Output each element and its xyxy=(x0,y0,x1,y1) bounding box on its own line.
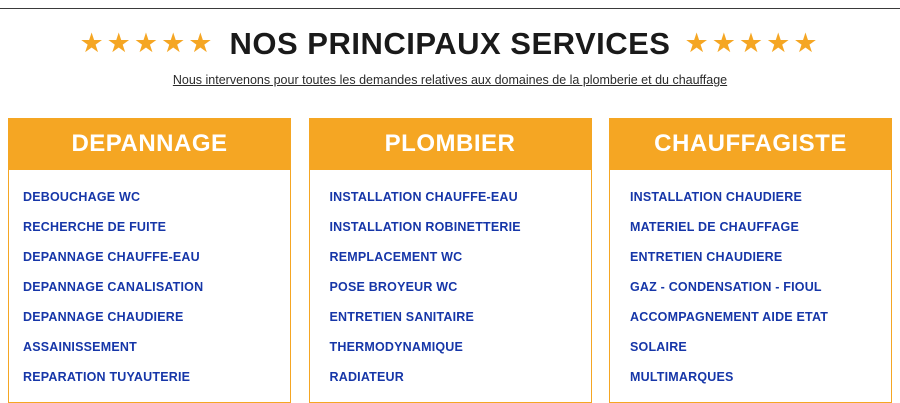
services-card-list xyxy=(0,118,900,403)
service-card-items xyxy=(610,170,891,402)
list-item[interactable]: RECHERCHE DE FUITE xyxy=(23,220,167,234)
list-item[interactable]: DEPANNAGE CANALISATION xyxy=(23,280,204,294)
list-item[interactable]: ACCOMPAGNEMENT AIDE ETAT xyxy=(630,310,829,324)
list-item[interactable]: DEPANNAGE CHAUDIERE xyxy=(23,310,184,324)
list-item[interactable]: DEBOUCHAGE WC xyxy=(23,190,141,204)
list-item[interactable]: MULTIMARQUES xyxy=(630,370,734,384)
list-item[interactable]: ASSAINISSEMENT xyxy=(23,340,137,354)
list-item[interactable]: REMPLACEMENT WC xyxy=(329,250,463,264)
service-card-title: PLOMBIER xyxy=(310,119,591,170)
service-card-items xyxy=(310,170,591,402)
list-item[interactable]: POSE BROYEUR WC xyxy=(329,280,458,294)
list-item[interactable]: DEPANNAGE CHAUFFE-EAU xyxy=(23,250,200,264)
list-item[interactable]: MATERIEL DE CHAUFFAGE xyxy=(630,220,800,234)
list-item[interactable]: INSTALLATION CHAUDIERE xyxy=(630,190,802,204)
list-item[interactable]: ENTRETIEN SANITAIRE xyxy=(329,310,475,324)
service-card-plombier xyxy=(309,118,592,403)
list-item[interactable]: RADIATEUR xyxy=(329,370,404,384)
list-item[interactable]: INSTALLATION CHAUFFE-EAU xyxy=(329,190,518,204)
list-item[interactable]: ENTRETIEN CHAUDIERE xyxy=(630,250,783,264)
stars-left-icon: ★★★★★ xyxy=(79,28,216,58)
service-card-chauffagiste xyxy=(609,118,892,403)
page-subtitle: Nous intervenons pour toutes les demandes relatives aux domaines de la plomberie et du chauffage xyxy=(172,73,728,87)
page-header xyxy=(0,28,900,87)
list-item[interactable]: THERMODYNAMIQUE xyxy=(329,340,464,354)
service-card-title: DEPANNAGE xyxy=(9,119,290,170)
service-card-title: CHAUFFAGISTE xyxy=(610,119,891,170)
list-item[interactable]: REPARATION TUYAUTERIE xyxy=(23,370,191,384)
service-card-depannage xyxy=(8,118,291,403)
service-card-items xyxy=(9,170,290,402)
list-item[interactable]: SOLAIRE xyxy=(630,340,687,354)
list-item[interactable]: GAZ - CONDENSATION - FIOUL xyxy=(630,280,822,294)
title-row xyxy=(0,28,900,59)
stars-right-icon: ★★★★★ xyxy=(684,28,821,58)
top-divider xyxy=(0,8,900,9)
page-title: NOS PRINCIPAUX SERVICES xyxy=(229,26,671,61)
list-item[interactable]: INSTALLATION ROBINETTERIE xyxy=(329,220,521,234)
